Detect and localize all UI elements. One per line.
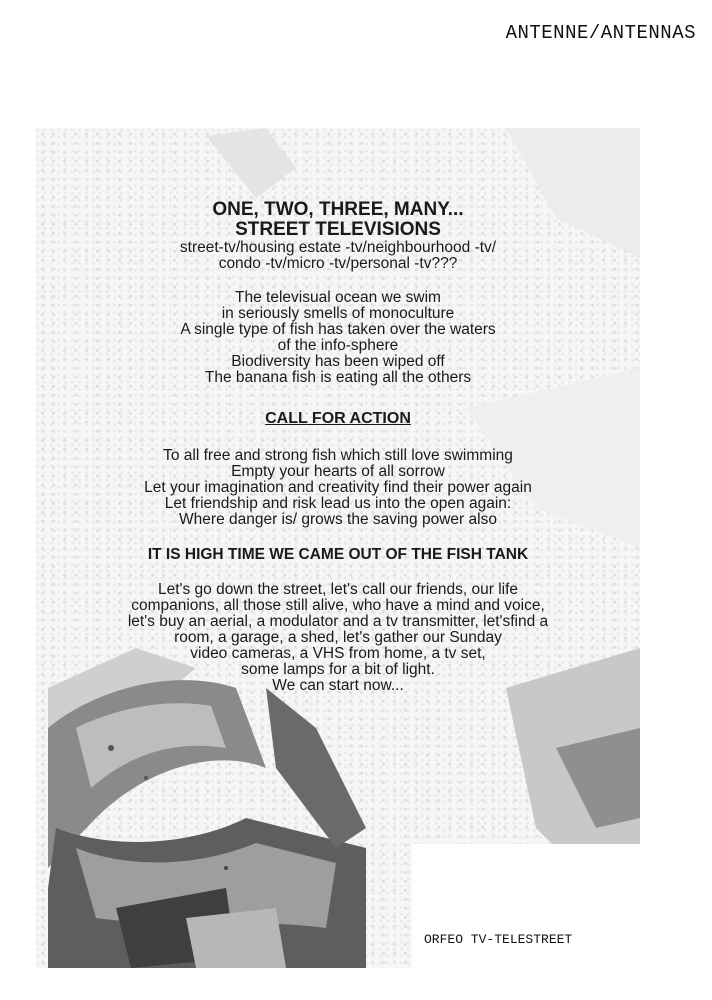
signature: ORFEO TV-TELESTREET (424, 932, 573, 947)
closing-line: We can start now... (272, 677, 404, 694)
flyer (36, 128, 640, 968)
subtitle-line: condo -tv/micro -tv/personal -tv??? (218, 255, 458, 272)
call-line: To all free and strong fish which still love swimming (163, 447, 513, 464)
closing-line: room, a garage, a shed, let's gather our Sunday (174, 629, 502, 646)
closing-line: companions, all those still alive, who have a mind and voice, (131, 597, 545, 614)
subtitle-line: street-tv/housing estate -tv/neighbourhood -tv/ (179, 239, 497, 256)
intro-line: The televisual ocean we swim (235, 289, 441, 306)
title-line: ONE, TWO, THREE, MANY... (212, 199, 464, 220)
call-line: Let friendship and risk lead us into the open again: (164, 495, 512, 512)
closing-line: video cameras, a VHS from home, a tv set, (190, 645, 486, 662)
call-line: Empty your hearts of all sorrow (231, 463, 445, 480)
title-line: STREET TELEVISIONS (235, 219, 441, 240)
fish-tank-heading: IT IS HIGH TIME WE CAME OUT OF THE FISH TANK (147, 546, 529, 563)
call-line: Let your imagination and creativity find their power again (144, 479, 532, 496)
call-line: Where danger is/ grows the saving power also (179, 511, 497, 528)
intro-line: of the info-sphere (277, 337, 399, 354)
intro-line: The banana fish is eating all the others (204, 369, 472, 386)
intro-line: A single type of fish has taken over the waters (180, 321, 496, 338)
signature-box (412, 844, 640, 968)
intro-line: in seriously smells of monoculture (221, 305, 455, 322)
flyer-text (36, 200, 640, 694)
closing-line: let's buy an aerial, a modulator and a tv transmitter, let'sfind a (127, 613, 549, 630)
closing-line: Let's go down the street, let's call our friends, our life (157, 581, 519, 598)
page-header-label: ANTENNE/ANTENNAS (505, 22, 696, 44)
intro-line: Biodiversity has been wiped off (231, 353, 445, 370)
call-for-action-heading: CALL FOR ACTION (265, 410, 411, 427)
closing-line: some lamps for a bit of light. (241, 661, 435, 678)
